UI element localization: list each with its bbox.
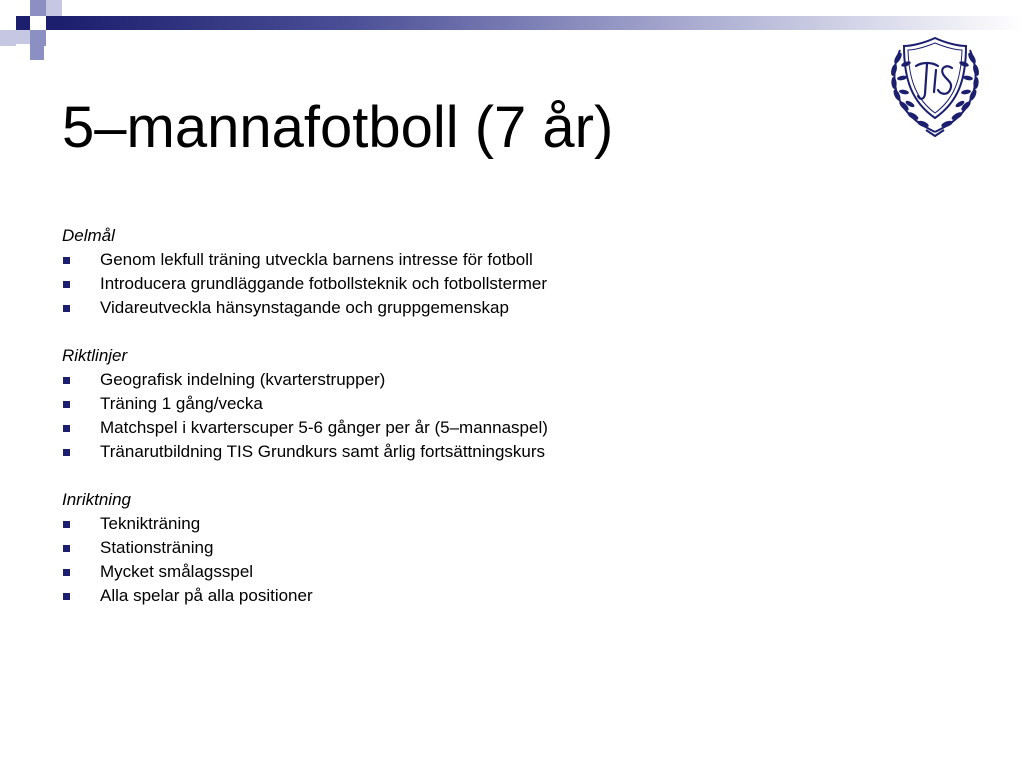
list-item-text: Matchspel i kvarterscuper 5-6 gånger per år (5–mannaspel): [100, 418, 548, 437]
square-bullet-icon: [63, 593, 70, 600]
list-item-text: Alla spelar på alla positioner: [100, 586, 313, 605]
list-item-text: Introducera grundläggande fotbollsteknik och fotbollstermer: [100, 274, 547, 293]
list-item: [62, 440, 962, 464]
list-item-text: Tränarutbildning TIS Grundkurs samt årlig fortsättningskurs: [100, 442, 546, 461]
section-heading: Riktlinjer: [62, 346, 128, 365]
slide-title: 5–mannafotboll (7 år): [62, 95, 614, 160]
section-riktlinjer: [62, 344, 962, 464]
decor-square: [30, 46, 44, 60]
section-inriktning: [62, 488, 962, 608]
slide-body: [62, 224, 962, 632]
list-item-text: Stationsträning: [100, 538, 214, 557]
list-item: [62, 272, 962, 296]
decor-square: [30, 30, 46, 46]
list-item: [62, 368, 962, 392]
square-bullet-icon: [63, 521, 70, 528]
list-item: [62, 296, 962, 320]
decor-square: [16, 16, 30, 30]
section-heading: Inriktning: [62, 490, 131, 509]
list-item: [62, 248, 962, 272]
square-bullet-icon: [63, 401, 70, 408]
list-item: [62, 560, 962, 584]
section-heading: Delmål: [62, 226, 115, 245]
square-bullet-icon: [63, 377, 70, 384]
list-item-text: Genom lekfull träning utveckla barnens intresse för fotboll: [100, 250, 533, 269]
list-item-text: Mycket smålagsspel: [100, 562, 254, 581]
square-bullet-icon: [63, 449, 70, 456]
square-bullet-icon: [63, 281, 70, 288]
list-item: [62, 536, 962, 560]
decor-square: [0, 30, 16, 46]
square-bullet-icon: [63, 425, 70, 432]
list-item: [62, 584, 962, 608]
square-bullet-icon: [63, 545, 70, 552]
square-bullet-icon: [63, 569, 70, 576]
decor-square: [16, 30, 30, 44]
list-item: [62, 512, 962, 536]
decor-square: [46, 0, 62, 16]
list-item-text: Teknikträning: [100, 514, 201, 533]
bullet-list: [62, 248, 962, 320]
tis-crest-logo: [880, 28, 990, 140]
decor-square: [46, 16, 62, 30]
square-bullet-icon: [63, 305, 70, 312]
list-item: [62, 392, 962, 416]
list-item: [62, 416, 962, 440]
decor-square: [30, 0, 46, 16]
square-bullet-icon: [63, 257, 70, 264]
bullet-list: [62, 368, 962, 464]
bullet-list: [62, 512, 962, 608]
section-delmal: [62, 224, 962, 320]
list-item-text: Träning 1 gång/vecka: [100, 394, 263, 413]
list-item-text: Geografisk indelning (kvarterstrupper): [100, 370, 386, 389]
list-item-text: Vidareutveckla hänsynstagande och gruppgemenskap: [100, 298, 509, 317]
